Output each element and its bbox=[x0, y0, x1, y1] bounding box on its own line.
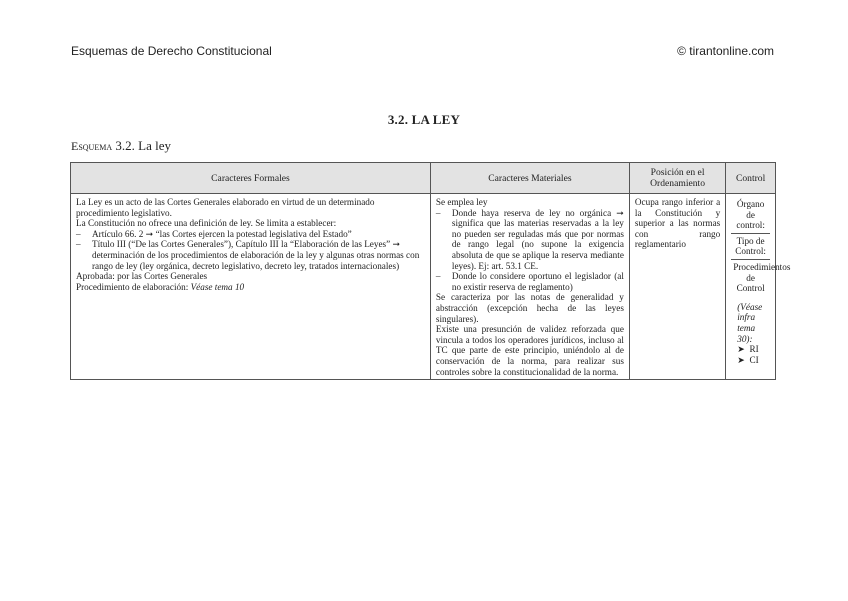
list-item: – Donde lo considere oportuno el legislador (al no existir reserva de reglamento) bbox=[436, 271, 624, 292]
header-caracteres-formales: Caracteres Formales bbox=[71, 163, 431, 194]
formales-intro: La Constitución no ofrece una definición de ley. Se limita a establecer: bbox=[76, 218, 337, 229]
control-note: (Véase infra tema 30): bbox=[737, 301, 763, 344]
arrow-bullet-icon: ➤ bbox=[737, 344, 745, 355]
procedimiento-label: Procedimiento de elaboración: bbox=[76, 281, 191, 292]
schema-label: Esquema bbox=[71, 139, 113, 153]
control-item-ri: ➤ RI bbox=[737, 344, 759, 355]
header-control: Control bbox=[726, 163, 776, 194]
posicion-text: Ocupa rango inferior a la Constitución y superior a las normas con rango reglamentario bbox=[634, 197, 721, 250]
schema-subtitle bbox=[71, 138, 171, 154]
cell-formales bbox=[71, 194, 431, 380]
control-organo: Órgano de control: bbox=[731, 197, 770, 234]
materiales-generalidad: Se caracteriza por las notas de generalidad y abstracción (excepción hecha de las leyes singulares). bbox=[435, 292, 624, 324]
materiales-intro: Se emplea ley bbox=[435, 197, 488, 207]
materiales-presuncion: Existe una presunción de validez reforzada que vincula a todos los operadores jurídicos, incluso al TC que parte de este principio, uniéndolo al de conservación de la norma, para realizar sus controles sobre la constitucionalidad de la norma. bbox=[435, 324, 624, 377]
schema-table bbox=[70, 162, 791, 380]
cell-materiales bbox=[430, 194, 629, 380]
control-procedimientos-block bbox=[731, 260, 791, 368]
running-header-right: © tirantonline.com bbox=[677, 44, 774, 58]
list-item: – Artículo 66. 2 ➞ “las Cortes ejercen la potestad legislativa del Estado” bbox=[76, 229, 425, 240]
arrow-bullet-icon: ➤ bbox=[737, 354, 745, 365]
list-item: – Título III (“De las Cortes Generales”), Capítulo III la “Elaboración de las Leyes” ➞ determinación de los procedimientos de elaboración de la ley y algunas otras normas con rango de ley (ley orgánica, decreto legislativo, decreto ley, tratados internacionales) bbox=[76, 239, 425, 271]
formales-aprobada: Aprobada: por las Cortes Generales bbox=[76, 271, 208, 282]
materiales-list bbox=[436, 208, 624, 293]
procedimiento-reference: Véase tema 10 bbox=[190, 281, 245, 292]
formales-list bbox=[76, 229, 425, 271]
schema-name: 3.2. La ley bbox=[112, 138, 171, 153]
control-item-ci: ➤ CI bbox=[737, 354, 759, 365]
formales-procedimiento bbox=[76, 282, 425, 293]
header-caracteres-materiales: Caracteres Materiales bbox=[430, 163, 629, 194]
cell-posicion bbox=[629, 194, 725, 380]
cell-control bbox=[726, 194, 791, 380]
table-header-row bbox=[71, 163, 776, 194]
formales-definition: La Ley es un acto de las Cortes Generales elaborado en virtud de un determinado procedimiento legislativo. bbox=[76, 197, 375, 218]
control-procedimientos: Procedimientos de Control bbox=[733, 261, 791, 294]
section-title: 3.2. LA LEY bbox=[387, 112, 461, 127]
control-tipo: Tipo de Control: bbox=[731, 234, 770, 260]
list-item: – Donde haya reserva de ley no orgánica ➞ significa que las materias reservadas a la ley no pueden ser reguladas más que por normas de rango legal (no supone la exigencia absoluta de que se aplique la reserva mediante leyes). Ej: art. 53.1 CE. bbox=[436, 208, 624, 272]
running-header-left: Esquemas de Derecho Constitucional bbox=[71, 44, 272, 58]
header-posicion: Posición en el Ordenamiento bbox=[629, 163, 725, 194]
table-row bbox=[71, 194, 776, 380]
